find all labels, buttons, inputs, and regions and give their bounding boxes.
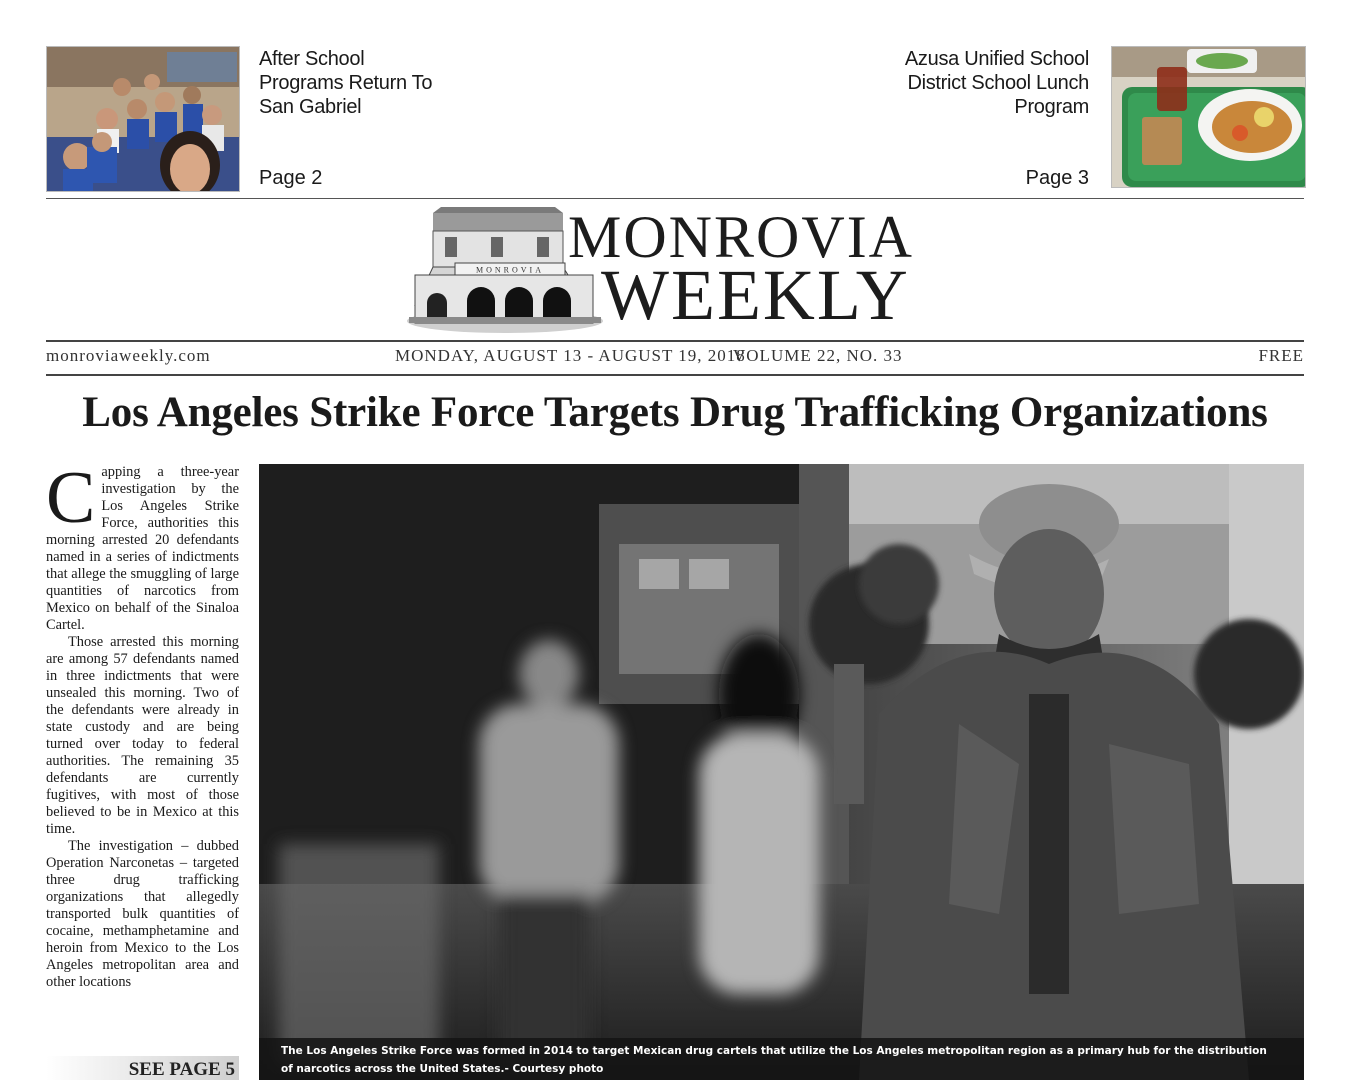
teaser-right-title-line: District School Lunch [907,72,1089,94]
teaser-right-photo[interactable] [1111,46,1306,188]
lead-photo-image [259,464,1304,1080]
masthead-title-line1: MONROVIA [568,204,914,270]
lead-photo[interactable] [259,464,1304,1080]
teaser-right-page-link[interactable]: Page 3 [1025,167,1089,189]
photo-caption: The Los Angeles Strike Force was formed in 2014 to target Mexican drug cartels that utilize the Los Angeles metropolitan region as a primary hub for the distribution of narcotics across the United States.- Courtesy photo [259,1038,1304,1080]
teaser-left-title-line: Programs Return To [259,72,433,94]
main-headline[interactable]: Los Angeles Strike Force Targets Drug Trafficking Organizations [82,389,1268,436]
teaser-left-title[interactable] [259,47,432,119]
teaser-right-title-line: Program [1014,96,1089,118]
teaser-right-title-line: Azusa Unified School [904,48,1089,70]
teaser-right-title[interactable] [905,47,1089,119]
story-paragraph-3: The investigation – dubbed Operation Narconetas – targeted three drug trafficking organizations that allegedly transported bulk quantities of cocaine, methamphetamine and heroin from Mexico to the Los Angeles metropolitan area and other locations [46,838,239,990]
website-link[interactable]: monroviaweekly.com [46,346,211,365]
masthead-rule-top [46,340,1304,342]
teaser-left-title-line: San Gabriel [259,96,362,118]
issue-date: MONDAY, AUGUST 13 - AUGUST 19, 2018 [395,346,746,365]
teaser-left-photo[interactable] [46,46,240,192]
story-paragraph-2: Those arrested this morning are among 57 defendants named in three indictments that were unsealed this morning. Two of the defendants were already in state custody and are being turned over today to federal authorities. The remaining 35 defendants are currently fugitives, with most of those believed to be in Mexico at this time. [46,634,239,837]
issue-volume: VOLUME 22, NO. 33 [733,346,903,365]
masthead-title-line2: WEEKLY [601,255,910,335]
story-column [46,464,239,1046]
story-paragraph-1 [46,464,239,634]
masthead-rule-bottom [46,374,1304,376]
price-label: FREE [1258,346,1304,365]
masthead-logo[interactable] [405,205,925,335]
see-page-link[interactable]: SEE PAGE 5 [46,1056,239,1080]
top-rule [46,198,1304,199]
drop-cap: C [46,464,96,539]
building-sign-text: MONROVIA [476,265,544,275]
story-paragraph-1-text: apping a three-year investigation by the Los Angeles Strike Force, authorities this morning arrested 20 defendants named in a series of indictments that allege the smuggling of large quantities of narcotics from Mexico on behalf of the Sinaloa Cartel. [46,464,239,633]
teaser-left-page-link[interactable]: Page 2 [259,167,323,189]
teaser-left-title-line: After School [259,48,365,70]
